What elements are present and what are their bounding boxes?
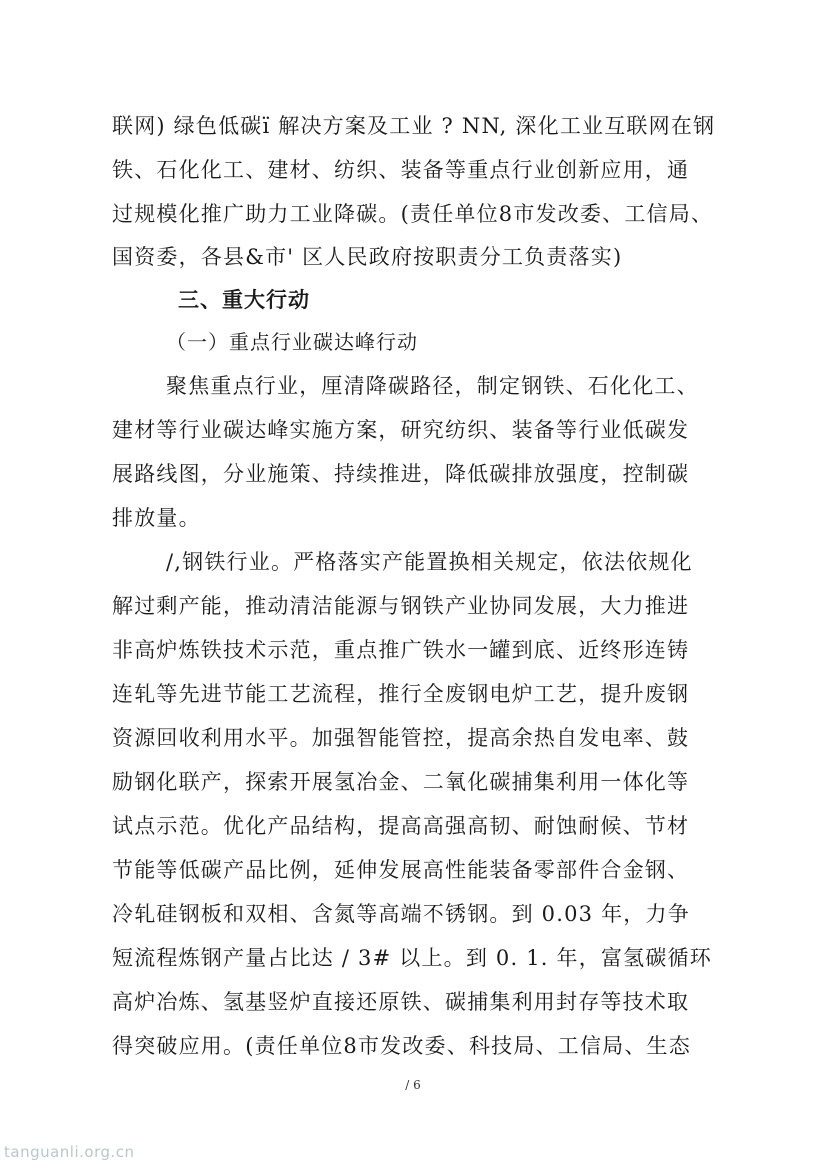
text-line: 解过剩产能，推动清洁能源与钢铁产业协同发展，大力推进 [112,594,690,618]
subsection-heading: （一）重点行业碳达峰行动 [166,330,418,354]
text-line: 励钢化联产，探索开展氢冶金、二氧化碳捕集利用一体化等 [112,770,690,794]
text-line: 节能等低碳产品比例，延伸发展高性能装备零部件合金钢、 [112,858,690,882]
text-line: 聚焦重点行业，厘清降碳路径，制定钢铁、石化化工、 [166,374,699,398]
section-heading: 三、重大行动 [178,288,310,312]
text-line: 冷轧硅钢板和双相、含氮等高端不锈钢。到 0.03 年，力争 [112,902,690,926]
text-line: 排放量。 [112,506,201,530]
text-line: 建材等行业碳达峰实施方案，研究纺织、装备等行业低碳发 [112,418,690,442]
text-line: 得突破应用。(责任单位8市发改委、科技局、工信局、生态 [112,1034,691,1058]
text-line: 非高炉炼铁技术示范，重点推广铁水一罐到底、近终形连铸 [112,638,690,662]
text-line: 展路线图，分业施策、持续推进，降低碳排放强度，控制碳 [112,462,690,486]
text-line: 铁、石化化工、建材、纺织、装备等重点行业创新应用，通 [112,158,690,182]
text-line: 过规模化推广助力工业降碳。(责任单位8市发改委、工信局、 [112,202,714,226]
text-line: 试点示范。优化产品结构，提高高强高韧、耐蚀耐候、节材 [112,814,690,838]
text-line: 高炉冶炼、氢基竖炉直接还原铁、碳捕集利用封存等技术取 [112,990,690,1014]
text-line: 连轧等先进节能工艺流程，推行全废钢电炉工艺，提升废钢 [112,682,690,706]
page-number: / 6 [405,1078,421,1092]
text-line: 联网) 绿色低碳ï 解决方案及工业 ? NN, 深化工业互联网在钢 [112,114,716,138]
text-line: 资源回收利用水平。加强智能管控，提高余热自发电率、鼓 [112,726,690,750]
watermark: tanguanli.org.cn [4,1143,135,1161]
text-line: 短流程炼钢产量占比达 / 3# 以上。到 0. 1. 年，富氢碳循环 [112,946,712,970]
text-line: /,钢铁行业。严格落实产能置换相关规定，依法依规化 [166,550,693,574]
text-line: 国资委，各县&市' 区人民政府按职责分工负责落实) [112,245,623,269]
